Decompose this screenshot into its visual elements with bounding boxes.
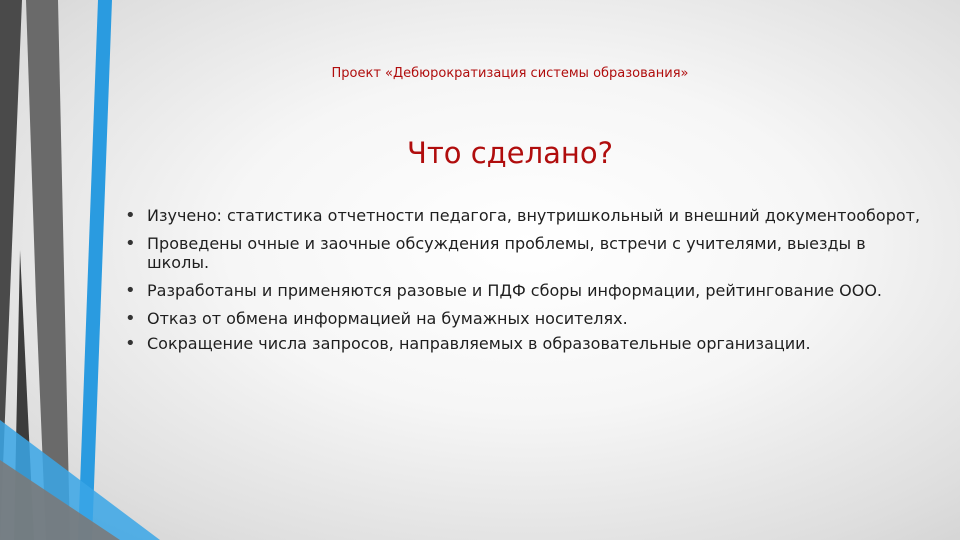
bullet-icon: •	[125, 205, 136, 226]
slide-title: Что сделано?	[407, 136, 613, 170]
bullet-icon: •	[125, 233, 136, 254]
bullet-icon: •	[125, 280, 136, 301]
list-item	[125, 309, 925, 328]
list-item	[125, 281, 925, 300]
bullet-icon: •	[125, 333, 136, 354]
bullet-text: Разработаны и применяются разовые и ПДФ сборы информации, рейтингование ООО.	[147, 281, 883, 300]
list-item	[125, 206, 925, 225]
list-item	[125, 334, 925, 353]
stripe-blue	[78, 0, 112, 540]
list-item	[125, 234, 925, 272]
bullet-text: Сокращение числа запросов, направляемых в образовательные организации.	[147, 334, 811, 353]
bullet-text: Проведены очные и заочные обсуждения проблемы, встречи с учителями, выезды в школы.	[147, 234, 866, 272]
bullet-text: Отказ от обмена информацией на бумажных носителях.	[147, 309, 628, 328]
bullet-list	[125, 206, 925, 362]
bullet-icon: •	[125, 308, 136, 329]
slide-header: Проект «Дебюрократизация системы образования»	[331, 66, 689, 81]
bullet-text: Изучено: статистика отчетности педагога, внутришкольный и внешний документооборот,	[147, 206, 921, 225]
